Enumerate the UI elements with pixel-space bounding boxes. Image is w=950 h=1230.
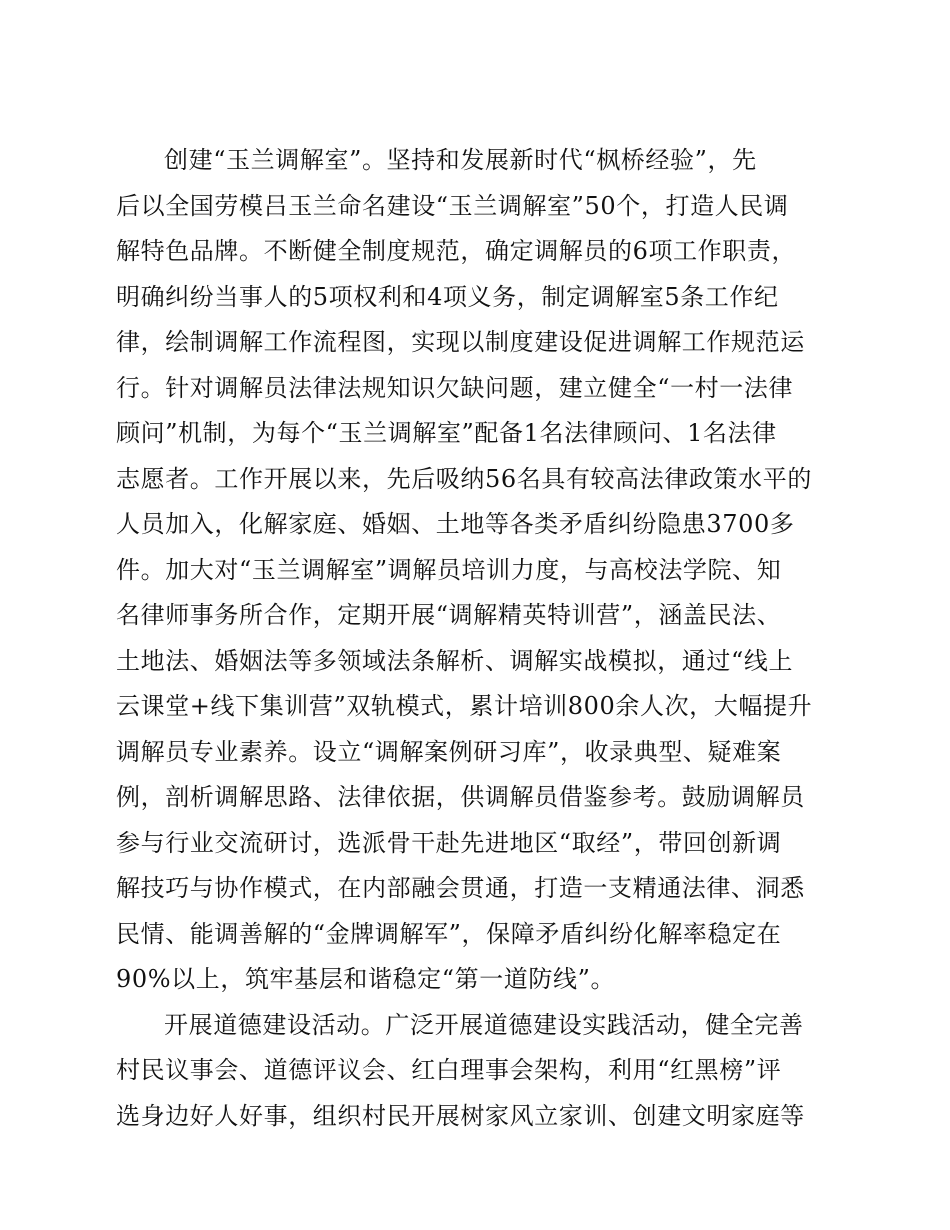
text-line: 名律师事务所合作，定期开展“调解精英特训营”，涵盖民法、 — [116, 601, 782, 629]
paragraph-mediation-room — [116, 138, 830, 1003]
text-line: 90%以上，筑牢基层和谐稳定“第一道防线”。 — [116, 965, 616, 993]
text-line: 明确纠纷当事人的5项权利和4项义务，制定调解室5条工作纪 — [116, 282, 779, 311]
text-line: 开展道德建设活动。广泛开展道德建设实践活动，健全完善 — [164, 1010, 804, 1039]
text-line: 民情、能调善解的“金牌调解军”，保障矛盾纠纷化解率稳定在 — [116, 919, 782, 948]
text-line: 顾问”机制，为每个“玉兰调解室”配备1名法律顾问、1名法律 — [116, 419, 777, 447]
paragraph-moral-construction — [116, 1003, 830, 1140]
text-line: 律，绘制调解工作流程图，实现以制度建设促进调解工作规范运 — [116, 328, 805, 356]
text-line: 云课堂+线下集训营”双轨模式，累计培训800余人次，大幅提升 — [116, 692, 813, 720]
text-line: 创建“玉兰调解室”。坚持和发展新时代“枫桥经验”，先 — [164, 146, 757, 174]
text-line: 行。针对调解员法律法规知识欠缺问题，建立健全“一村一法律 — [116, 373, 794, 402]
body-text — [116, 138, 830, 1139]
text-line: 土地法、婚姻法等多领域法条解析、调解实战模拟，通过“线上 — [116, 646, 794, 675]
text-line: 解技巧与协作模式，在内部融会贯通，打造一支精通法律、洞悉 — [116, 874, 805, 902]
text-line: 志愿者。工作开展以来，先后吸纳56名具有较高法律政策水平的 — [116, 464, 812, 493]
text-line: 调解员专业素养。设立“调解案例研习库”，收录典型、疑难案 — [116, 737, 782, 766]
text-line: 人员加入，化解家庭、婚姻、土地等各类矛盾纠纷隐患3700多 — [116, 510, 795, 538]
text-line: 参与行业交流研讨，选派骨干赴先进地区“取经”，带回创新调 — [116, 828, 782, 857]
text-line: 选身边好人好事，组织村民开展树家风立家训、创建文明家庭等 — [116, 1101, 805, 1130]
text-line: 村民议事会、道德评议会、红白理事会架构，利用“红黑榜”评 — [116, 1056, 782, 1084]
text-line: 解特色品牌。不断健全制度规范，确定调解员的6项工作职责， — [116, 237, 797, 265]
text-line: 后以全国劳模吕玉兰命名建设“玉兰调解室”50个，打造人民调 — [116, 191, 789, 220]
text-line: 例，剖析调解思路、法律依据，供调解员借鉴参考。鼓励调解员 — [116, 783, 805, 811]
text-line: 件。加大对“玉兰调解室”调解员培训力度，与高校法学院、知 — [116, 555, 782, 584]
